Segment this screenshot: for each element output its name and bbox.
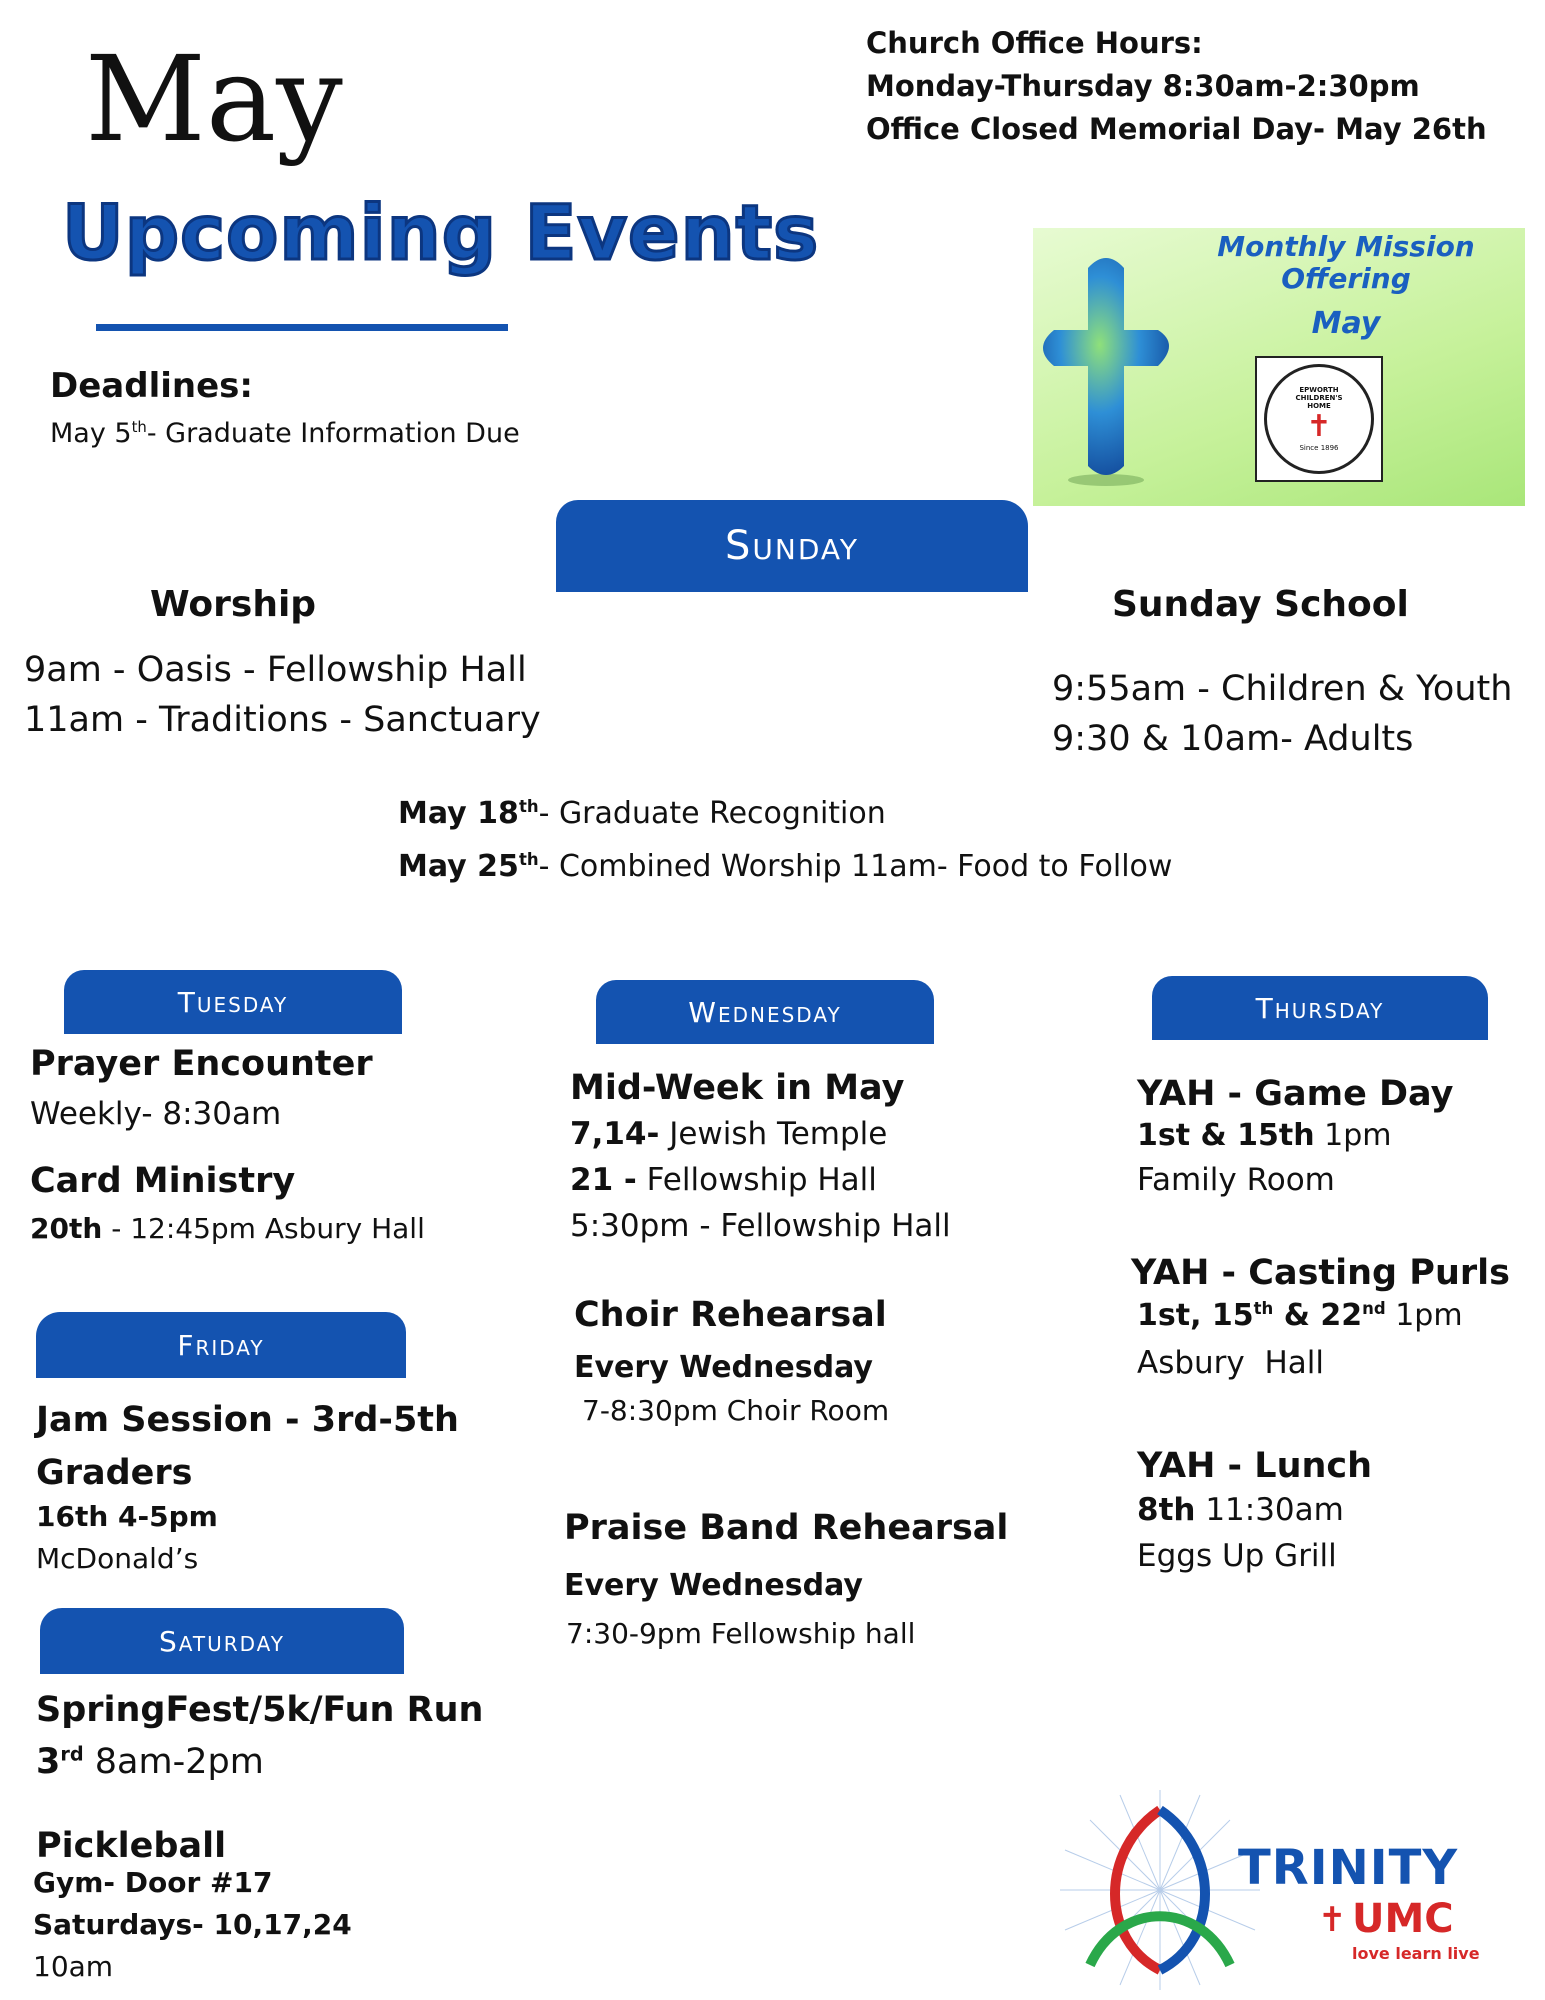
mid-week-time: 5:30pm - Fellowship Hall xyxy=(570,1208,951,1244)
card-ministry-detail: 20th - 12:45pm Asbury Hall xyxy=(30,1212,425,1245)
mission-line-2: Offering xyxy=(1281,262,1411,295)
mission-month: May xyxy=(1311,306,1381,341)
prayer-encounter-time: Weekly- 8:30am xyxy=(30,1096,282,1132)
game-day-when: 1st & 15th 1pm xyxy=(1137,1118,1392,1153)
mid-week-line: 21 - Fellowship Hall xyxy=(570,1162,877,1198)
mission-offering-card xyxy=(1033,228,1525,506)
praise-band-time: 7:30-9pm Fellowship hall xyxy=(566,1617,916,1650)
mid-week-title: Mid-Week in May xyxy=(570,1068,905,1108)
choir-rehearsal-title: Choir Rehearsal xyxy=(574,1295,887,1335)
tab-wednesday: Wednesday xyxy=(596,980,934,1044)
title-underline xyxy=(96,324,508,331)
tab-tuesday: Tuesday xyxy=(64,970,402,1034)
office-closed-note: Office Closed Memorial Day- May 26th xyxy=(866,112,1487,146)
special-item: May 18th- Graduate Recognition xyxy=(398,796,886,831)
prayer-encounter-title: Prayer Encounter xyxy=(30,1044,373,1084)
seal-circle xyxy=(1264,364,1374,474)
seal-since: Since 1896 xyxy=(1299,444,1339,452)
tab-sunday: Sunday xyxy=(556,500,1028,592)
praise-band-day: Every Wednesday xyxy=(564,1568,863,1603)
sunday-school-item: 9:30 & 10am- Adults xyxy=(1052,719,1414,759)
pickleball-title: Pickleball xyxy=(36,1826,227,1866)
lunch-title: YAH - Lunch xyxy=(1137,1446,1373,1486)
starburst-rings-icon xyxy=(1060,1790,1260,1995)
jam-session-where: McDonald’s xyxy=(36,1542,199,1575)
month-title: May xyxy=(85,30,343,168)
tab-saturday: Saturday xyxy=(40,1608,404,1674)
trinity-umc-logo xyxy=(1060,1790,1520,1995)
worship-item: 11am - Traditions - Sanctuary xyxy=(24,700,541,740)
card-ministry-title: Card Ministry xyxy=(30,1161,296,1201)
casting-purls-when: 1st, 15th & 22nd 1pm xyxy=(1137,1298,1463,1333)
pickleball-dates: Saturdays- 10,17,24 xyxy=(33,1908,352,1941)
pickleball-location: Gym- Door #17 xyxy=(33,1866,273,1899)
sunday-school-heading: Sunday School xyxy=(1112,584,1409,625)
logo-name-trinity: TRINITY xyxy=(1238,1840,1459,1896)
logo-tagline: love learn live xyxy=(1352,1944,1480,1963)
deadlines-heading: Deadlines: xyxy=(50,366,253,406)
mission-line-1: Monthly Mission xyxy=(1217,230,1475,263)
worship-heading: Worship xyxy=(150,584,317,625)
seal-profile-icon: ✝ xyxy=(1306,409,1332,444)
game-day-title: YAH - Game Day xyxy=(1137,1074,1454,1114)
epworth-seal xyxy=(1255,356,1383,482)
office-hours-heading: Church Office Hours: xyxy=(866,26,1203,60)
sunday-special-list xyxy=(398,784,1172,890)
jam-session-when: 16th 4-5pm xyxy=(36,1500,218,1533)
tab-thursday: Thursday xyxy=(1152,976,1488,1040)
logo-name-umc: UMC xyxy=(1352,1896,1454,1942)
worship-list xyxy=(24,645,541,745)
tab-friday: Friday xyxy=(36,1312,406,1378)
seal-text: EPWORTH CHILDREN'S HOME xyxy=(1295,386,1343,410)
choir-rehearsal-time: 7-8:30pm Choir Room xyxy=(582,1394,890,1427)
pickleball-time: 10am xyxy=(33,1950,114,1983)
upcoming-events-title: Upcoming Events xyxy=(62,188,820,277)
praise-band-title: Praise Band Rehearsal xyxy=(564,1508,1009,1548)
game-day-place: Family Room xyxy=(1137,1162,1335,1198)
sunday-school-item: 9:55am - Children & Youth xyxy=(1052,669,1513,709)
lunch-place: Eggs Up Grill xyxy=(1137,1538,1337,1574)
logo-cross-flame-icon: ✝ xyxy=(1318,1900,1347,1940)
worship-item: 9am - Oasis - Fellowship Hall xyxy=(24,650,527,690)
choir-rehearsal-day: Every Wednesday xyxy=(574,1350,873,1385)
jam-session-title: Jam Session - 3rd-5th Graders xyxy=(36,1400,459,1493)
springfest-title: SpringFest/5k/Fun Run xyxy=(36,1690,484,1730)
casting-purls-place: Asbury Hall xyxy=(1137,1345,1325,1381)
office-hours-days: Monday-Thursday 8:30am-2:30pm xyxy=(866,69,1420,103)
mid-week-line: 7,14- Jewish Temple xyxy=(570,1116,888,1152)
springfest-when: 3rd 8am-2pm xyxy=(36,1742,264,1782)
casting-purls-title: YAH - Casting Purls xyxy=(1131,1253,1510,1293)
lunch-when: 8th 11:30am xyxy=(1137,1492,1344,1528)
office-hours xyxy=(866,22,1487,151)
deadline-item: May 5th- Graduate Information Due xyxy=(50,418,520,449)
special-item: May 25th- Combined Worship 11am- Food to Follow xyxy=(398,849,1173,884)
sunday-school-list xyxy=(1052,664,1512,764)
